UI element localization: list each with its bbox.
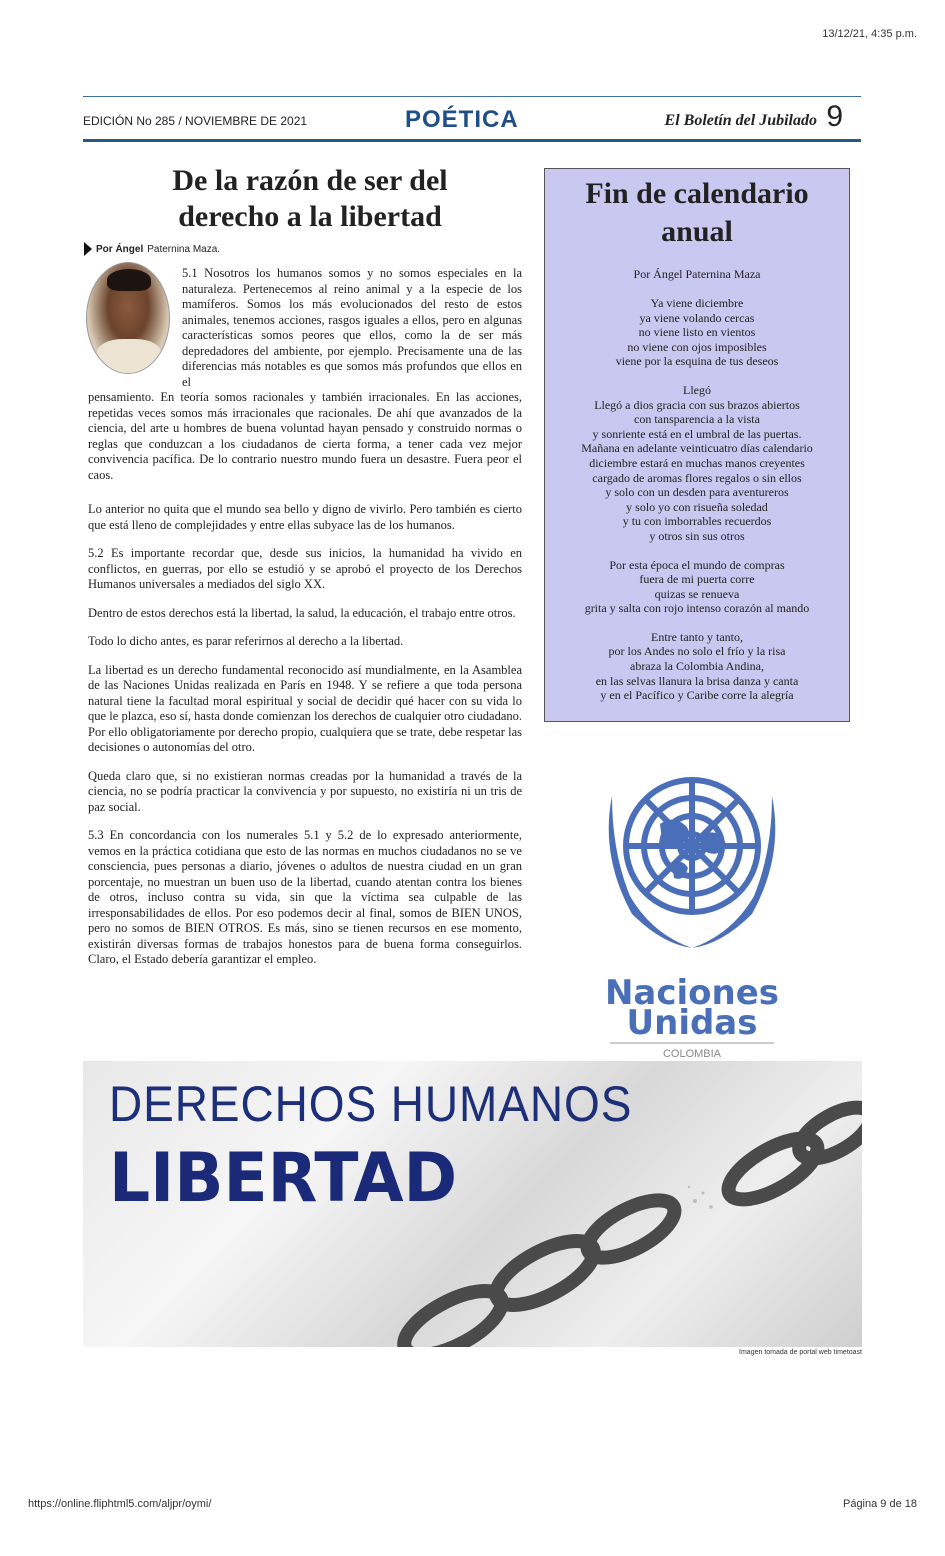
article-paragraph-8: 5.3 En concordancia con los numerales 5.1 y 5.2 de lo expresado anteriormente, vemos en la práctica cotidiana que esto de las normas en muchos ciudadanos no se ve consciencia, pues personas a diario, jóvenes o adultos de nuestra ciudad en un gran porcentaje, no muestran un buen uso de la libertad, cuando atentan contra los bienes de otros, incluso contra su vida, sin que la víctima sea culpable de las irresponsabilidades de ellos. Por eso podemos decir al final, somos de BIEN UNOS, pero no somos de BIEN OTROS. Es más, sino se tienen recursos en ese momento, existirán diversas formas de trabajos honestos para de buena forma conseguirlos. Claro, el Estado debería garantizar el empleo.	[88, 828, 522, 966]
un-logo	[552, 736, 832, 1064]
article-byline	[84, 242, 220, 256]
article-paragraph-5: Todo lo dicho antes, es parar referirnos al derecho a la libertad.	[88, 634, 404, 648]
article-title-line1: De la razón de ser del	[172, 164, 448, 197]
poem-line: grita y salta con rojo intenso corazón al mando	[584, 601, 810, 616]
poem-stanza	[545, 296, 849, 369]
print-date: 13/12/21, 4:35 p.m.	[822, 28, 917, 40]
poem-line: con tansparencia a la vista	[634, 412, 760, 427]
poem-stanza	[545, 630, 849, 703]
author-photo	[86, 262, 170, 374]
image-credit: Imagen tomada de portal web timetoast	[739, 1349, 862, 1356]
article-paragraph-1b: pensamiento. En teoría somos racionales y también irracionales. En las acciones, repetidas veces somos más irracionales que racionales. De ahí que avanzados de la ciencia, del arte u hombres de buena voluntad hayan pensado y construido normas o reglas que conduzcan a los ciudadanos de cierta forma, a tener cada vez mejor convivencia pacífica. De lo contrario nuestro mundo fuera un desastre. Fuera peor el caos.	[88, 390, 522, 482]
poem-line: abraza la Colombia Andina,	[630, 659, 764, 674]
poem-line: y tu con imborrables recuerdos	[622, 514, 772, 529]
print-url[interactable]: https://online.fliphtml5.com/aljpr/oymi/	[28, 1498, 212, 1510]
poem-line: ya viene volando cercas	[639, 310, 755, 325]
article-title	[110, 163, 510, 235]
page-number: 9	[826, 100, 843, 133]
banner-line2: LIBERTAD	[109, 1139, 458, 1218]
triangle-bullet-icon	[84, 242, 92, 256]
article-paragraph-7: Queda claro que, si no existieran normas creadas por la humanidad a través de la ciencia, no se podría practicar la convivencia y por supuesto, no existiría ni un tris de paz social.	[88, 768, 522, 814]
poem-line: no viene listo en vientos	[638, 325, 756, 340]
article-column	[88, 502, 522, 981]
un-emblem-icon	[626, 780, 758, 912]
article-paragraph-1a: 5.1 Nosotros los humanos somos y no somos especiales en la naturaleza. Pertenecemos al reino animal y a la especie de los mamíferos. Somos los más evolucionados del resto de estos animales, tenemos acciones, rasgos iguales a ellos, pero en algunas características somos peores que ellos, como la de ser más depredadores del ambiente, por ejemplo. Precisamente una de las diferencias más notables es que somos más profundos que ellos en el	[182, 266, 522, 389]
poem-line: fuera de mi puerta corre	[639, 572, 755, 587]
poem-line: y solo con un desden para aventureros	[605, 485, 789, 500]
poem-line: Ya viene diciembre	[650, 296, 744, 310]
poem-line: y sonriente está en el umbral de las puertas.	[592, 426, 802, 441]
banner-line1: DERECHOS HUMANOS	[109, 1076, 633, 1132]
masthead: El Boletín del Jubilado	[664, 112, 817, 129]
page-header	[83, 96, 861, 142]
poem-line: diciembre estará en muchas manos creyentes	[589, 455, 805, 470]
article-paragraph-3: 5.2 Es importante recordar que, desde sus inicios, la humanidad ha vivido en conflictos, en guerras, por ello se estudió y se aprobó el proyecto de los Derechos Humanos universales a mediados del siglo XX.	[88, 546, 522, 591]
byline-prefix: Por Ángel	[96, 243, 144, 255]
article-paragraph-6: La libertad es un derecho fundamental reconocido así mundialmente, en la Asamblea de las Naciones Unidas realizada en París en 1948. Y se refiere a que toda persona natural tiene la facultad moral espiritual y social de decidir qué hacer con su vida lo que le plazca, eso sí, hasta donde comienzan los derechos de cualquier otro ciudadano. Por ello obligatoriamente por derecho propio, cualquiera que se trate, debe respetar las decisiones o autonomías del otro.	[88, 662, 522, 754]
poem-line: y solo yo con risueña soledad	[626, 499, 768, 514]
poem-box	[544, 168, 850, 722]
poem-line: Por esta época el mundo de compras	[609, 557, 785, 572]
un-logo-line1: Naciones	[604, 973, 780, 1013]
article-title-line2: derecho a la libertad	[178, 200, 442, 233]
un-logo-line2: Unidas	[626, 1003, 758, 1043]
article-paragraph-4: Dentro de estos derechos está la libertad, la salud, la educación, el trabajo entre otros.	[88, 605, 516, 620]
poem-stanza	[545, 558, 849, 616]
section-title: POÉTICA	[405, 106, 519, 133]
poem-line: en las selvas llanura la brisa danza y canta	[595, 673, 799, 688]
poem-line: cargado de aromas flores regalos o sin ellos	[592, 470, 802, 485]
poem-line: Entre tanto y tanto,	[651, 629, 743, 644]
poem-title-line1: Fin de calendario	[585, 177, 809, 210]
edition-label: EDICIÓN No 285 / NOVIEMBRE DE 2021	[83, 114, 308, 128]
poem-title-line2: anual	[661, 215, 733, 248]
poem-title	[545, 175, 849, 251]
poem-line: no viene con ojos imposibles	[627, 339, 767, 354]
poem-line: Llegó	[683, 382, 711, 397]
poem-stanza	[545, 383, 849, 544]
poem-line: por los Andes no solo el frío y la risa	[608, 644, 786, 659]
byline-name: Paternina Maza.	[147, 243, 221, 255]
print-page: Página 9 de 18	[842, 1498, 917, 1510]
poem-line: Llegó a dios gracia con sus brazos abiertos	[594, 397, 800, 412]
poem-line: y en el Pacífico y Caribe corre la alegría	[600, 688, 794, 703]
poem-line: y otros sin sus otros	[649, 528, 745, 543]
poem-line: quizas se renueva	[654, 586, 740, 601]
article-paragraph-2: Lo anterior no quita que el mundo sea bello y digno de vivirlo. Pero también es cierto que está lleno de complejidades y entre ellas subyace las de los humanos.	[88, 502, 522, 532]
banner-image	[83, 1061, 862, 1347]
poem-stanzas	[545, 296, 849, 703]
poem-author: Por Ángel Paternina Maza	[633, 267, 761, 281]
poem-line: Mañana en adelante veinticuatro días calendario	[581, 441, 813, 456]
un-logo-country: COLOMBIA	[662, 1048, 722, 1060]
poem-line: viene por la esquina de tus deseos	[615, 354, 779, 369]
